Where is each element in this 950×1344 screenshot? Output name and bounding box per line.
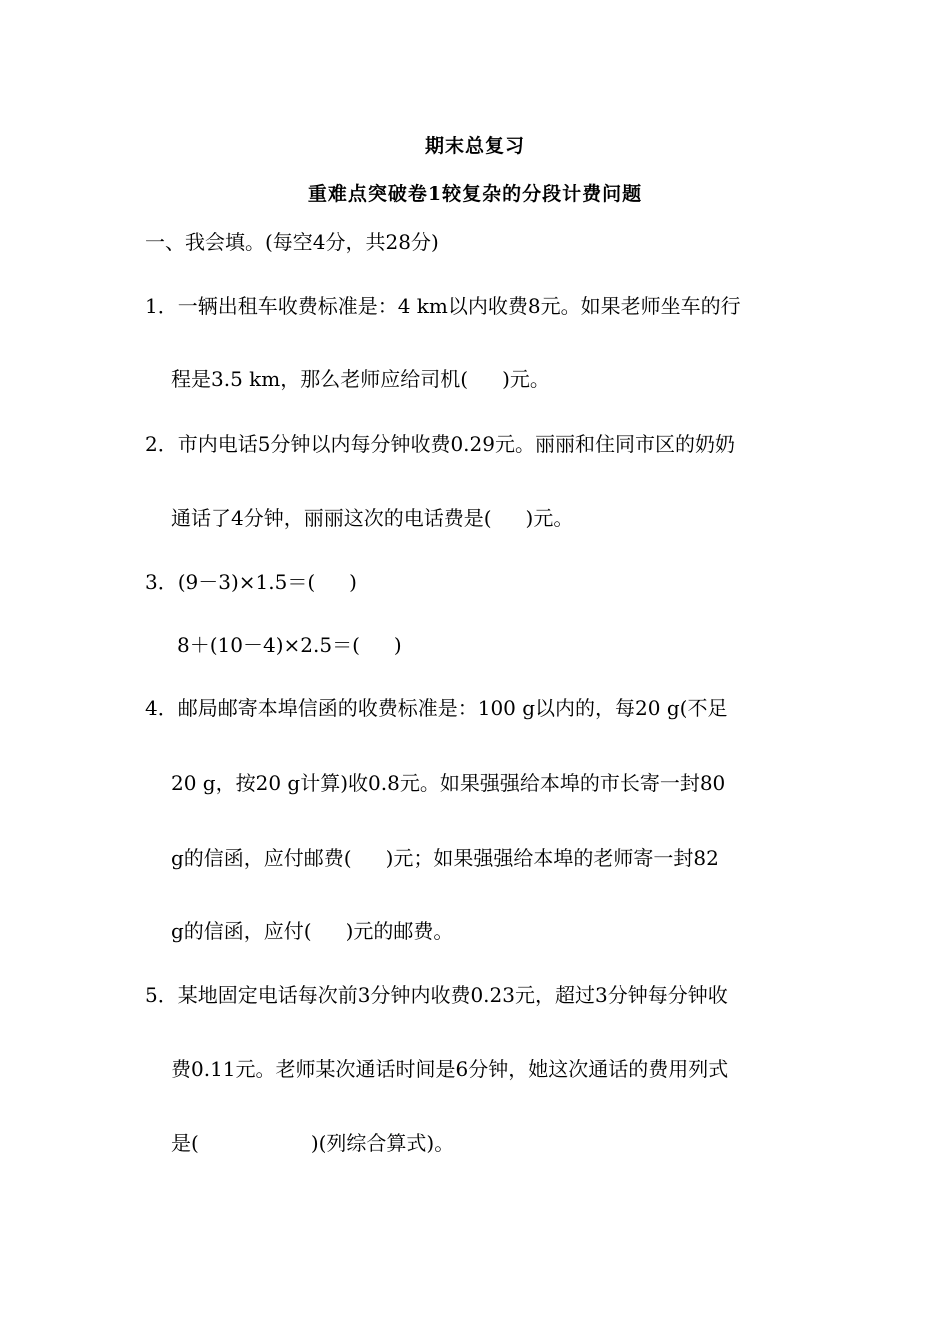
question-4-text-a: g的信函，应付邮费( — [171, 846, 352, 870]
question-3-line-2 — [177, 632, 402, 658]
question-5-line-1: 5．某地固定电话每次前3分钟内收费0.23元，超过3分钟每分钟收 — [145, 983, 728, 1007]
question-4-text-d: )元的邮费。 — [345, 919, 454, 943]
question-2-text-a: 通话了4分钟，丽丽这次的电话费是( — [171, 506, 492, 530]
question-4-line-4 — [171, 918, 453, 944]
question-3-line-1 — [145, 569, 357, 595]
question-2-line-2 — [171, 505, 573, 531]
question-5-line-3 — [171, 1130, 454, 1156]
question-4-text-b: )元；如果强强给本埠的老师寄一封82 — [385, 846, 719, 870]
question-4-line-2: 20 g，按20 g计算)收0.8元。如果强强给本埠的市长寄一封80 — [171, 771, 726, 795]
question-4-line-3 — [171, 845, 719, 871]
question-1-line-1: 1．一辆出租车收费标准是：4 km以内收费8元。如果老师坐车的行 — [145, 294, 741, 318]
question-5-line-2: 费0.11元。老师某次通话时间是6分钟，她这次通话的费用列式 — [171, 1057, 729, 1081]
question-2-text-b: )元。 — [525, 506, 574, 530]
question-4-text-c: g的信函，应付( — [171, 919, 312, 943]
question-2-line-1: 2．市内电话5分钟以内每分钟收费0.29元。丽丽和住同市区的奶奶 — [145, 432, 735, 456]
page-subtitle: 重难点突破卷1较复杂的分段计费问题 — [307, 183, 643, 205]
question-1-text-a: 程是3.5 km，那么老师应给司机( — [171, 367, 469, 391]
question-3-expr-1: 3．(9－3)×1.5＝( — [145, 570, 316, 594]
question-1-text-b: )元。 — [502, 367, 550, 391]
question-4-line-1: 4．邮局邮寄本埠信函的收费标准是：100 g以内的，每20 g(不足 — [145, 696, 728, 720]
section-heading: 一、我会填。(每空4分，共28分) — [145, 230, 439, 254]
question-5-text-a: 是( — [171, 1131, 199, 1155]
page-title: 期末总复习 — [424, 135, 525, 157]
question-3-expr-2: 8＋(10－4)×2.5＝( — [177, 633, 360, 657]
question-1-line-2 — [171, 366, 550, 392]
question-3-close-2: ) — [393, 633, 402, 657]
question-3-close-1: ) — [349, 570, 357, 594]
question-5-text-b: )(列综合算式)。 — [310, 1131, 455, 1155]
